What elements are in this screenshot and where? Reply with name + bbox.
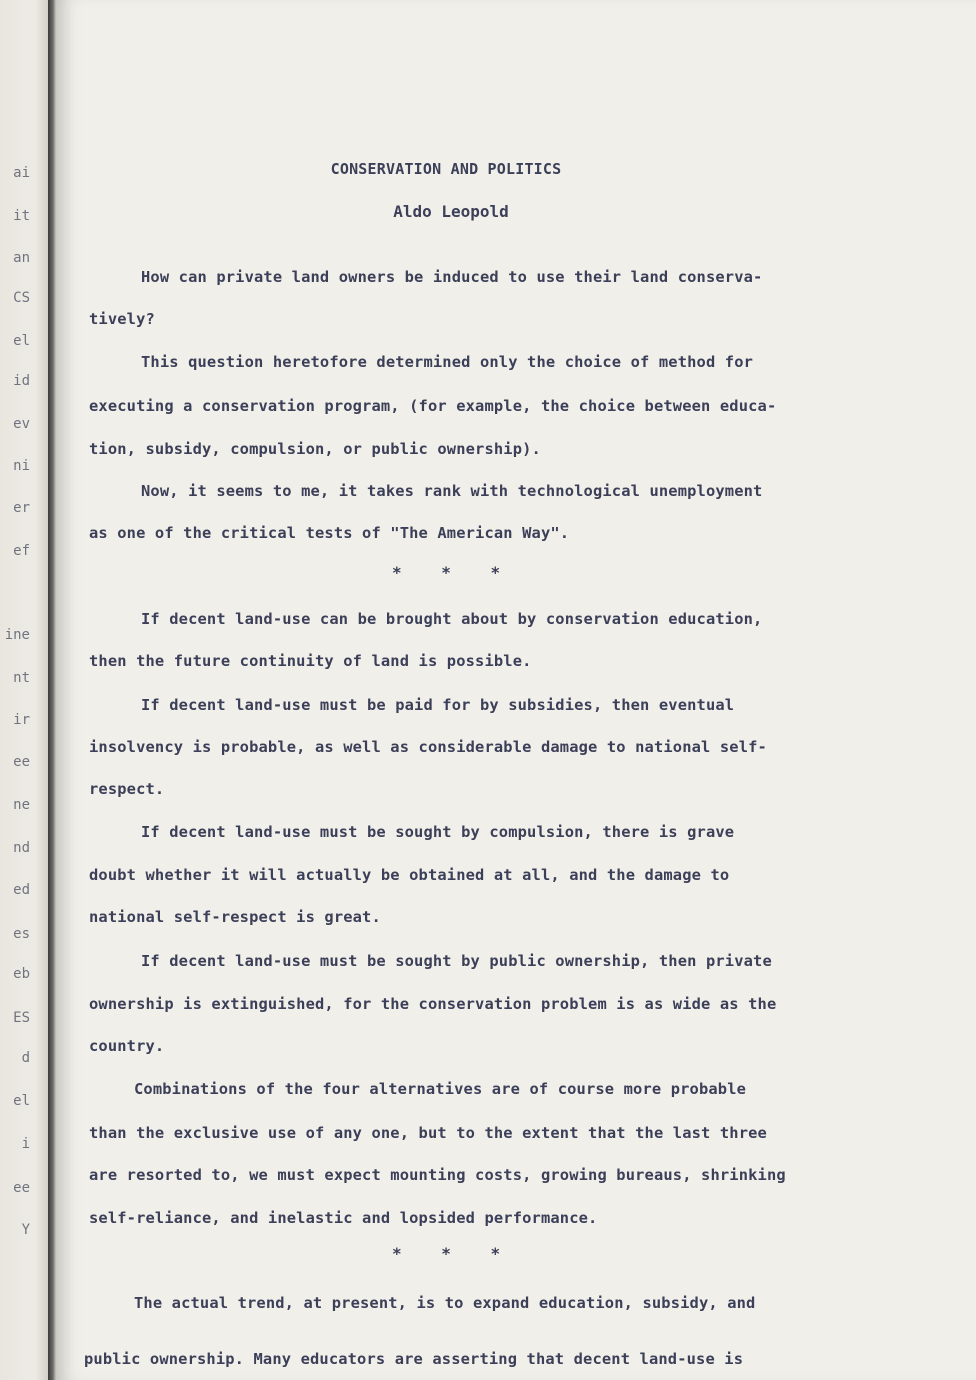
text-line: If decent land-use must be sought by compulsion, there is grave	[141, 823, 735, 841]
fragment: id	[13, 373, 30, 389]
book-gutter	[48, 0, 56, 1380]
text-line: public ownership. Many educators are asserting that decent land-use is	[84, 1350, 744, 1368]
fragment: er	[13, 500, 30, 516]
fragment: CS	[13, 290, 30, 306]
text-line: If decent land-use can be brought about by conservation education,	[141, 610, 763, 628]
fragment: ne	[13, 797, 30, 813]
text-line: This question heretofore determined only the choice of method for	[141, 353, 754, 371]
typed-page	[56, 0, 976, 1380]
text-line: national self-respect is great.	[89, 908, 381, 926]
fragment: es	[13, 926, 30, 942]
fragment: d	[21, 1050, 30, 1066]
fragment: an	[13, 250, 30, 266]
fragment: el	[13, 1093, 30, 1109]
fragment: ni	[13, 458, 30, 474]
text-line: as one of the critical tests of "The American Way".	[89, 524, 570, 542]
section-separator: * * *	[392, 1244, 501, 1263]
previous-page-text-fragments	[0, 0, 40, 1380]
text-line: country.	[89, 1037, 165, 1055]
text-line: If decent land-use must be paid for by subsidies, then eventual	[141, 696, 735, 714]
fragment: el	[13, 333, 30, 349]
fragment: ed	[13, 882, 30, 898]
fragment: ev	[13, 416, 30, 432]
author-name: Aldo Leopold	[393, 202, 509, 221]
fragment: nt	[13, 670, 30, 686]
text-line: self-reliance, and inelastic and lopsided performance.	[89, 1209, 598, 1227]
text-line: If decent land-use must be sought by public ownership, then private	[141, 952, 772, 970]
fragment: ee	[13, 754, 30, 770]
text-line: ownership is extinguished, for the conservation problem is as wide as the	[89, 995, 777, 1013]
fragment: ee	[13, 1180, 30, 1196]
text-line: insolvency is probable, as well as considerable damage to national self-	[89, 738, 767, 756]
text-line: How can private land owners be induced to use their land conserva-	[141, 268, 763, 286]
fragment: nd	[13, 840, 30, 856]
text-line: respect.	[89, 780, 165, 798]
fragment: i	[21, 1136, 30, 1152]
fragment: Y	[21, 1222, 30, 1238]
text-line: then the future continuity of land is possible.	[89, 652, 532, 670]
text-line: Now, it seems to me, it takes rank with technological unemployment	[141, 482, 763, 500]
text-line: tively?	[89, 310, 155, 328]
text-line: Combinations of the four alternatives are of course more probable	[134, 1080, 747, 1098]
fragment: ine	[4, 627, 30, 643]
text-line: than the exclusive use of any one, but to the extent that the last three	[89, 1124, 767, 1142]
fragment: ef	[13, 543, 30, 559]
fragment: it	[13, 208, 30, 224]
fragment: ir	[13, 712, 30, 728]
fragment: ES	[13, 1010, 30, 1026]
text-line: tion, subsidy, compulsion, or public ownership).	[89, 440, 541, 458]
fragment: ai	[13, 165, 30, 181]
text-line: executing a conservation program, (for example, the choice between educa-	[89, 397, 777, 415]
text-line: doubt whether it will actually be obtained at all, and the damage to	[89, 866, 730, 884]
previous-page-edge	[0, 0, 50, 1380]
section-separator: * * *	[392, 563, 501, 582]
page-title: CONSERVATION AND POLITICS	[330, 160, 562, 178]
fragment: eb	[13, 966, 30, 982]
text-line: The actual trend, at present, is to expand education, subsidy, and	[134, 1294, 756, 1312]
text-line: are resorted to, we must expect mounting costs, growing bureaus, shrinking	[89, 1166, 786, 1184]
